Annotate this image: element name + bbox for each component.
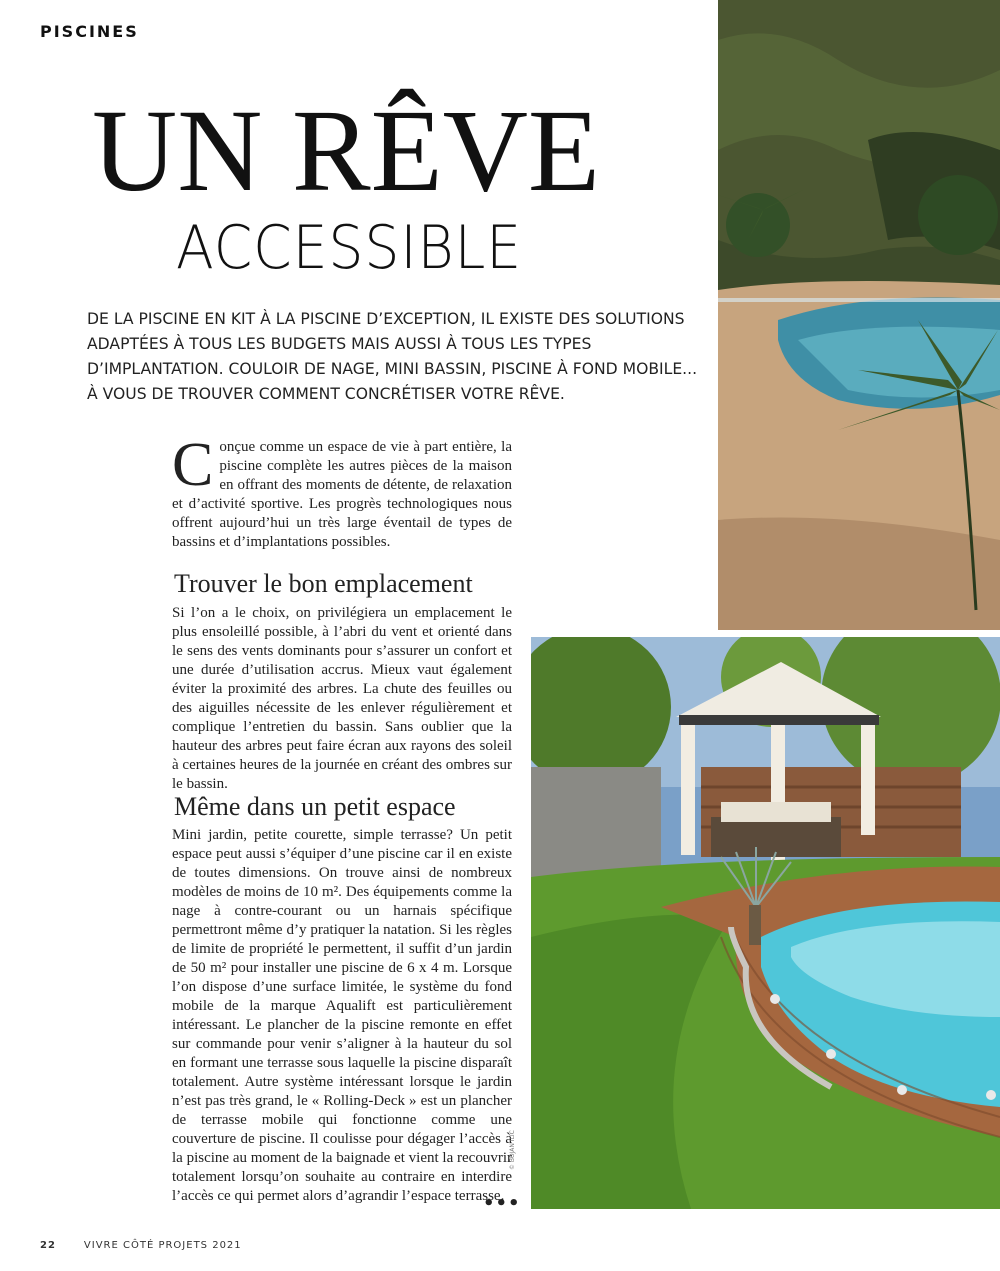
photo-hillside-pool [718,0,1000,630]
drop-cap: C [172,431,214,499]
intro-paragraph: DE LA PISCINE EN KIT À LA PISCINE D’EXCEPTION, IL EXISTE DES SOLUTIONS ADAPTÉES À TOUS LES BUDGETS MAIS AUSSI À TOUS LES TYPES D’IMPLANTATION. COULOIR DE NAGE, MINI BASSIN, PISCINE À FOND MOBILE... À VOUS DE TROUVER COMMENT CONCRÉTISER VOTRE RÊVE. [87,310,698,403]
page-footer [40,1240,242,1251]
lead-text: onçue comme un espace de vie à part entière, la piscine complète les autres pièces de la maison en offrant des moments de détente, de relaxation et d’activité sportive. Les progrès technologiques nous offrent aujourd’hui un très large éventail de types de bassins et d’implantations possibles. [172,439,512,550]
article-subtitle: ACCESSIBLE [176,213,523,283]
publication-name: VIVRE CÔTÉ PROJETS 2021 [83,1240,242,1251]
paragraph-emplacement: Si l’on a le choix, on privilégiera un emplacement le plus ensoleillé possible, à l’abri du vent et orienté dans le sens des vents dominants pour s’assurer un confort et une durée d’utilisation accrus. Mieux vaut également éviter la proximité des arbres. La chute des feuilles ou des aiguilles nécessite de les enlever régulièrement et complique l’entretien du bassin. Sans oublier que la hauteur des arbres peut faire écran aux rayons des soleil à certaines heures de la journée en créant des ombres sur le bassin. [172,605,512,792]
continuation-marker: ••• [483,1193,521,1214]
heading-petit-espace: Même dans un petit espace [174,792,456,821]
section-label: PISCINES [40,22,139,41]
heading-emplacement: Trouver le bon emplacement [174,569,473,598]
photo-credit: © BOJAN ILIC [509,1130,516,1170]
page-number: 22 [40,1240,56,1251]
photo-garden-pool-gazebo [531,637,1000,1209]
article-title: UN RÊVE [92,85,601,216]
lead-paragraph [172,431,512,552]
paragraph-petit-espace: Mini jardin, petite courette, simple terrasse? Un petit espace peut aussi s’équiper d’une piscine car il en existe de toutes dimensions. On trouve ainsi de nombreux modèles de moins de 10 m². Des équipements comme la nage à contre-courant ou un harnais spécifique permettront même d’y pratiquer la natation. Si les règles de limite de propriété le permettent, il suffit d’un jardin de 50 m² pour installer une piscine de 6 x 4 m. Lorsque l’on dispose d’une surface limitée, le système du fond mobile de la marque Aqualift est particulièrement intéressant. Le plancher de la piscine remonte en effet sur commande pour venir s’aligner à la hauteur du sol en formant une terrasse sous laquelle la piscine disparaît totalement. Autre système intéressant lorsque le jardin n’est pas très grand, le « Rolling-Deck » est un plancher de terrasse mobile qui fonctionne comme une couverture de piscine. Il coulisse pour dégager l’accès à la piscine au moment de la baignade et vient la recouvrir totalement lorsqu’on souhaite au contraire en interdire l’accès ce qui permet alors d’agrandir l’espace terrasse. [172,827,512,1204]
